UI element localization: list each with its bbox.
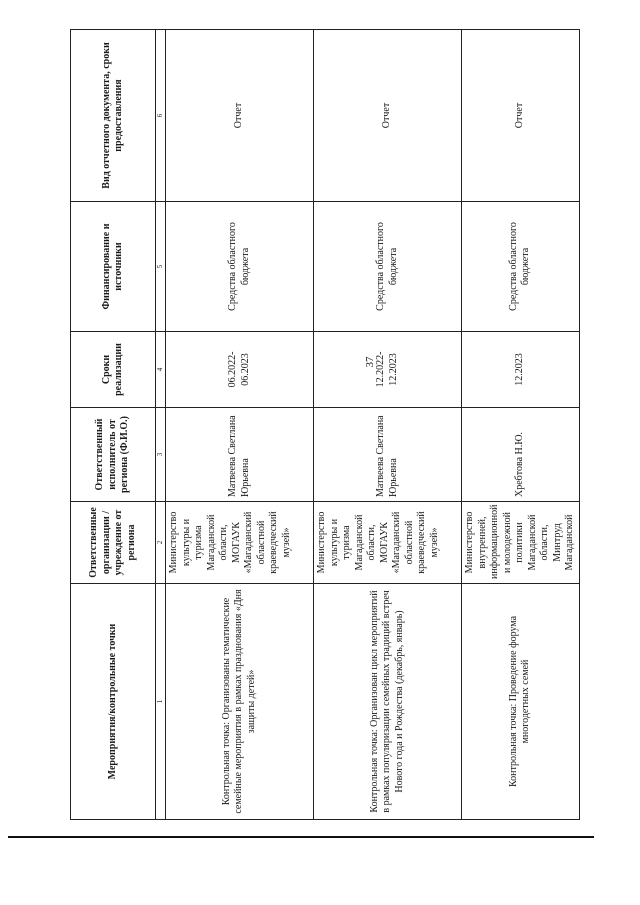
column-number: 1 xyxy=(156,584,166,820)
org-cell: Министерство культуры и туризма Магаданской области, МОГАУК «Магаданский областной краеведческий музей» xyxy=(314,502,462,584)
report-cell: Отчет xyxy=(462,30,580,202)
executor-cell: Хребтова Н.Ю. xyxy=(462,408,580,502)
column-number: 6 xyxy=(156,30,166,202)
period-cell: 06.2022-06.2023 xyxy=(166,332,314,408)
column-number: 2 xyxy=(156,502,166,584)
column-number: 3 xyxy=(156,408,166,502)
page-divider xyxy=(8,836,594,838)
event-cell: Контрольная точка: Организованы тематические семейные мероприятия в рамках празднования «Дня защиты детей» xyxy=(166,584,314,820)
org-cell: Министерство культуры и туризма Магаданской области, МОГАУК «Магаданский областной краеведческий музей» xyxy=(166,502,314,584)
header-events: Мероприятия/контрольные точки xyxy=(71,584,156,820)
table-row xyxy=(314,30,462,820)
header-org: Ответственные организации / учреждение от региона xyxy=(71,502,156,584)
header-executor: Ответственный исполнитель от региона (Ф.И.О.) xyxy=(71,408,156,502)
period-cell: 12.2023 xyxy=(462,332,580,408)
org-cell: Министерство внутренней, информационной и молодежной политики Магаданской области, Минтруд Магаданской xyxy=(462,502,580,584)
page-number: 37 xyxy=(364,356,376,368)
executor-cell: Матвеева Светлана Юрьевна xyxy=(166,408,314,502)
funding-cell: Средства областного бюджета xyxy=(462,202,580,332)
report-cell: Отчет xyxy=(314,30,462,202)
column-number: 5 xyxy=(156,202,166,332)
header-report: Вид отчетного документа, сроки предоставления xyxy=(71,30,156,202)
event-cell: Контрольная точка: Организован цикл мероприятий в рамках популяризации семейных традиций встреч Нового года и Рождества (декабрь, январь) xyxy=(314,584,462,820)
report-cell: Отчет xyxy=(166,30,314,202)
rotated-table xyxy=(70,30,575,820)
table-frame xyxy=(70,30,575,820)
events-table xyxy=(70,29,580,820)
funding-cell: Средства областного бюджета xyxy=(166,202,314,332)
event-cell: Контрольная точка: Проведение форума многодетных семей xyxy=(462,584,580,820)
funding-cell: Средства областного бюджета xyxy=(314,202,462,332)
column-number-row xyxy=(156,30,166,820)
executor-cell: Матвеева Светлана Юрьевна xyxy=(314,408,462,502)
table-row xyxy=(462,30,580,820)
header-funding: Финансирование и источники xyxy=(71,202,156,332)
period-cell: 12.2022-12.2023 xyxy=(314,332,462,408)
table-header-row xyxy=(71,30,156,820)
header-period: Сроки реализации xyxy=(71,332,156,408)
table-row xyxy=(166,30,314,820)
column-number: 4 xyxy=(156,332,166,408)
